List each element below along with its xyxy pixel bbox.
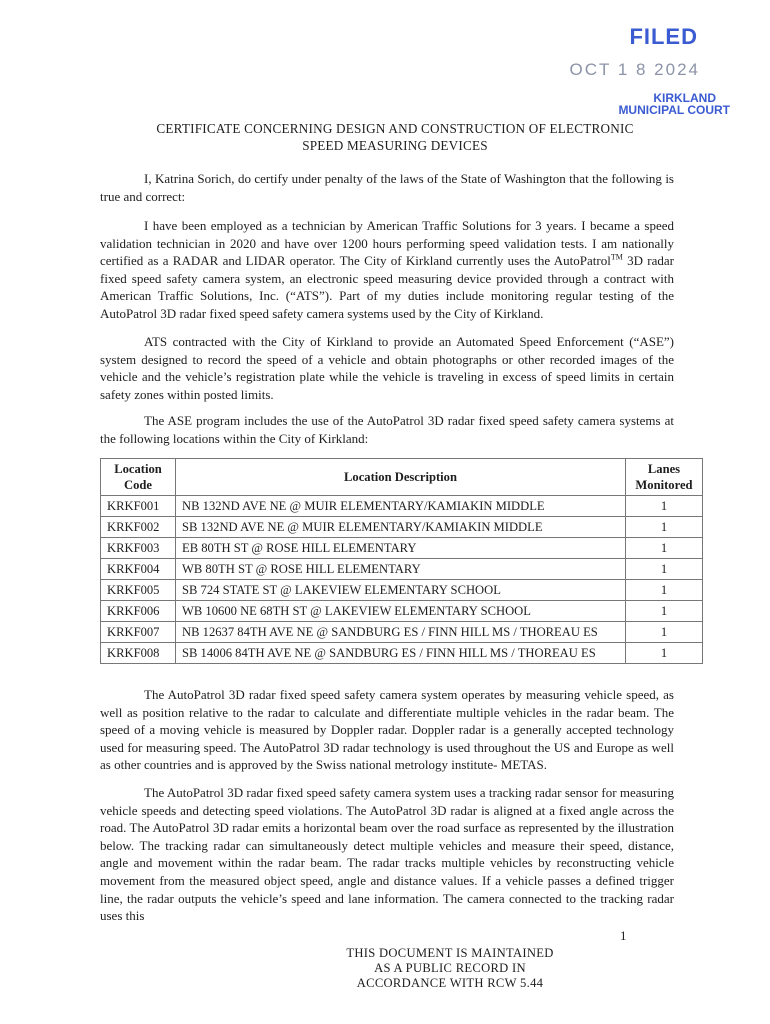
page-number: 1 (620, 928, 627, 943)
title-line-1: CERTIFICATE CONCERNING DESIGN AND CONSTRUCTION OF ELECTRONIC (156, 121, 634, 136)
cell-location-description: SB 14006 84TH AVE NE @ SANDBURG ES / FINN HILL MS / THOREAU ES (176, 643, 626, 664)
cell-location-description: SB 724 STATE ST @ LAKEVIEW ELEMENTARY SCHOOL (176, 580, 626, 601)
cell-location-code: KRKF008 (101, 643, 176, 664)
cell-location-code: KRKF004 (101, 559, 176, 580)
public-record-footer (330, 946, 570, 991)
table-row (101, 580, 703, 601)
cell-lanes: 1 (626, 538, 703, 559)
stamp-date: OCT 1 8 2024 (569, 60, 700, 79)
cell-location-description: WB 10600 NE 68TH ST @ LAKEVIEW ELEMENTARY SCHOOL (176, 601, 626, 622)
cell-location-code: KRKF001 (101, 496, 176, 517)
cell-location-description: WB 80TH ST @ ROSE HILL ELEMENTARY (176, 559, 626, 580)
paragraph-contract: ATS contracted with the City of Kirkland to provide an Automated Speed Enforcement (“ASE”) system designed to record the speed of a vehicle and obtain photographs or other recorded images of the vehicle and the vehicle’s registration plate while the vehicle is traveling in excess of speed limits in certain safety zones within posted limits. (100, 334, 674, 402)
stamp-city: KIRKLAND (653, 91, 716, 105)
stamp-filed: FILED (629, 24, 698, 49)
header-lanes-line-1: Lanes (647, 462, 681, 476)
table-row (101, 622, 703, 643)
header-lanes-line-2: Monitored (635, 478, 693, 492)
table-row (101, 517, 703, 538)
paragraph-radar-operation: The AutoPatrol 3D radar fixed speed safety camera system operates by measuring vehicle speed, as well as position relative to the radar to calculate and differentiate multiple vehicles in the radar beam. The speed of a moving vehicle is measured by Doppler radar. Doppler radar is a generally accepted technology used for measuring speed. The AutoPatrol 3D radar technology is used throughout the US and Europe as well as other countries and is approved by the Swiss national metrology institute- METAS. (100, 687, 674, 773)
footer-line-3: ACCORDANCE WITH RCW 5.44 (356, 976, 544, 990)
cell-location-description: NB 12637 84TH AVE NE @ SANDBURG ES / FINN HILL MS / THOREAU ES (176, 622, 626, 643)
paragraph-certification: I, Katrina Sorich, do certify under penalty of the laws of the State of Washington that the following is true and correct: (100, 171, 674, 204)
stamp-court: MUNICIPAL COURT (618, 103, 730, 117)
cell-lanes: 1 (626, 622, 703, 643)
paragraph-tracking-radar: The AutoPatrol 3D radar fixed speed safety camera system uses a tracking radar sensor for measuring vehicle speeds and detecting speed violations. The AutoPatrol 3D radar is aligned at a fixed angle across the road. The AutoPatrol 3D radar emits a horizontal beam over the road surface as represented by the illustration below. The tracking radar can simultaneously detect multiple vehicles and measure their speed, distance, angle and movement within the radar beam. The radar tracks multiple vehicles by reconstructing vehicle movement from the measured object speed, angle and distance values. If a vehicle passes a defined trigger line, the radar outputs the vehicle’s speed and lane information. The camera connected to the tracking radar uses this (100, 785, 674, 924)
table-row (101, 643, 703, 664)
paragraph-locations-intro: The ASE program includes the use of the AutoPatrol 3D radar fixed speed safety camera systems at the following locations within the City of Kirkland: (100, 413, 674, 446)
paragraph-employment (100, 217, 674, 323)
cell-lanes: 1 (626, 496, 703, 517)
footer-line-1: THIS DOCUMENT IS MAINTAINED (346, 946, 554, 960)
cell-lanes: 1 (626, 559, 703, 580)
document-title (100, 120, 690, 154)
header-location-code-line-1: Location (114, 462, 162, 476)
header-location-description: Location Description (176, 459, 626, 496)
footer-line-2: AS A PUBLIC RECORD IN (374, 961, 526, 975)
cell-lanes: 1 (626, 580, 703, 601)
title-line-2: SPEED MEASURING DEVICES (302, 138, 488, 153)
cell-location-code: KRKF003 (101, 538, 176, 559)
header-location-code (101, 459, 176, 496)
table-row (101, 601, 703, 622)
table-row (101, 496, 703, 517)
header-lanes-monitored (626, 459, 703, 496)
cell-location-description: EB 80TH ST @ ROSE HILL ELEMENTARY (176, 538, 626, 559)
table-header-row (101, 459, 703, 496)
cell-lanes: 1 (626, 643, 703, 664)
cell-location-description: NB 132ND AVE NE @ MUIR ELEMENTARY/KAMIAKIN MIDDLE (176, 496, 626, 517)
paragraph-employment-part-2: 3D radar fixed speed safety camera system, an electronic speed measuring device provided through a contract with American Traffic Solutions, Inc. (“ATS”). Part of my duties include monitoring regular testing of the AutoPatrol 3D radar fixed speed safety camera systems used by the City of Kirkland. (100, 253, 674, 321)
paragraph-employment-part-1: I have been employed as a technician by American Traffic Solutions for 3 years. I became a speed validation technician in 2020 and have over 1200 hours performing speed validation tests. I am nationally certified as a RADAR and LIDAR operator. The City of Kirkland currently uses the AutoPatrol (100, 218, 674, 269)
filed-stamp (554, 24, 730, 117)
cell-location-code: KRKF006 (101, 601, 176, 622)
header-location-code-line-2: Code (124, 478, 152, 492)
table-row (101, 559, 703, 580)
cell-location-code: KRKF005 (101, 580, 176, 601)
trademark-mark: TM (610, 252, 623, 262)
cell-location-code: KRKF002 (101, 517, 176, 538)
cell-location-description: SB 132ND AVE NE @ MUIR ELEMENTARY/KAMIAKIN MIDDLE (176, 517, 626, 538)
locations-table (100, 458, 703, 664)
table-row (101, 538, 703, 559)
cell-lanes: 1 (626, 517, 703, 538)
cell-location-code: KRKF007 (101, 622, 176, 643)
cell-lanes: 1 (626, 601, 703, 622)
